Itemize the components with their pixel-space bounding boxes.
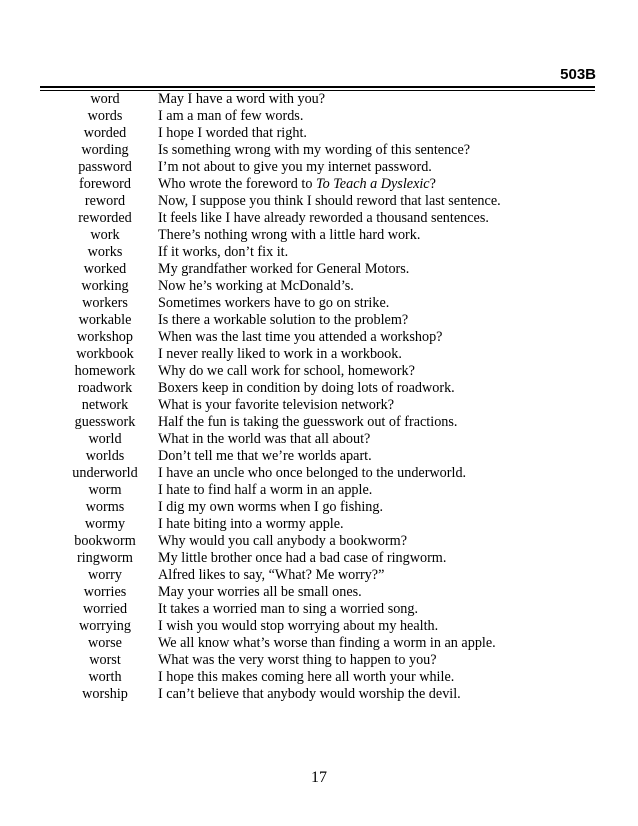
list-item — [0, 431, 638, 448]
list-item — [0, 397, 638, 414]
list-item — [0, 125, 638, 142]
vocabulary-word: worrying — [78, 618, 131, 634]
vocabulary-word: workbook — [76, 346, 134, 362]
example-sentence: Now, I suppose you think I should reword that last sentence. — [158, 193, 501, 209]
example-sentence: We all know what’s worse than finding a worm in an apple. — [158, 635, 496, 651]
vocabulary-word: worth — [88, 669, 122, 685]
vocabulary-word: network — [81, 397, 129, 413]
example-sentence: I am a man of few words. — [158, 108, 304, 124]
example-sentence: It takes a worried man to sing a worried song. — [158, 601, 419, 617]
example-sentence: I hate to find half a worm in an apple. — [158, 482, 373, 498]
page-code: 503B — [560, 66, 596, 83]
vocabulary-word: world — [88, 431, 122, 447]
page-number: 17 — [311, 769, 327, 786]
example-sentence: Alfred likes to say, “What? Me worry?” — [158, 567, 385, 583]
vocabulary-word: underworld — [72, 465, 138, 481]
vocabulary-word: worried — [82, 601, 128, 617]
example-sentence: Now he’s working at McDonald’s. — [158, 278, 354, 294]
vocabulary-word: workshop — [77, 329, 133, 345]
vocabulary-word: wormy — [84, 516, 126, 532]
example-sentence: Half the fun is taking the guesswork out of fractions. — [158, 414, 458, 430]
vocabulary-word: reword — [84, 193, 126, 209]
list-item — [0, 91, 638, 108]
list-item — [0, 686, 638, 703]
vocabulary-word: reworded — [78, 210, 132, 226]
vocabulary-word: words — [87, 108, 123, 124]
list-item — [0, 448, 638, 465]
example-sentence: My grandfather worked for General Motors. — [158, 261, 410, 277]
example-sentence: If it works, don’t fix it. — [158, 244, 289, 260]
example-sentence: What was the very worst thing to happen to you? — [158, 652, 437, 668]
vocabulary-word: guesswork — [74, 414, 136, 430]
vocabulary-word: worlds — [85, 448, 125, 464]
example-sentence: My little brother once had a bad case of ringworm. — [158, 550, 447, 566]
vocabulary-word: worded — [83, 125, 127, 141]
list-item — [0, 210, 638, 227]
list-item — [0, 176, 638, 193]
list-item — [0, 295, 638, 312]
example-sentence: I dig my own worms when I go fishing. — [158, 499, 384, 515]
list-item — [0, 414, 638, 431]
book-title: To Teach a Dyslexic — [315, 176, 430, 192]
example-sentence: Why would you call anybody a bookworm? — [158, 533, 408, 549]
vocabulary-word: worked — [83, 261, 127, 277]
list-item — [0, 159, 638, 176]
list-item — [0, 329, 638, 346]
list-item — [0, 601, 638, 618]
list-item — [0, 346, 638, 363]
vocabulary-word: password — [78, 159, 132, 175]
example-sentence: Sometimes workers have to go on strike. — [158, 295, 390, 311]
example-sentence: When was the last time you attended a workshop? — [158, 329, 443, 345]
example-sentence: There’s nothing wrong with a little hard work. — [158, 227, 421, 243]
vocabulary-word: worse — [88, 635, 122, 651]
vocabulary-word: works — [87, 244, 123, 260]
list-item — [0, 193, 638, 210]
list-item — [0, 312, 638, 329]
sentence-text: ? — [429, 176, 436, 192]
list-item — [0, 465, 638, 482]
vocabulary-word: ringworm — [77, 550, 133, 566]
example-sentence: I wish you would stop worrying about my health. — [158, 618, 439, 634]
vocabulary-word: workers — [82, 295, 128, 311]
list-item — [0, 227, 638, 244]
example-sentence: I hope this makes coming here all worth your while. — [158, 669, 455, 685]
vocabulary-word: bookworm — [74, 533, 136, 549]
list-item — [0, 499, 638, 516]
list-item — [0, 567, 638, 584]
vocabulary-word: worries — [83, 584, 127, 600]
example-sentence: I can’t believe that anybody would worship the devil. — [158, 686, 461, 702]
example-sentence: Don’t tell me that we’re worlds apart. — [158, 448, 372, 464]
list-item — [0, 550, 638, 567]
list-item — [0, 584, 638, 601]
vocabulary-word: roadwork — [77, 380, 133, 396]
example-sentence — [158, 176, 436, 193]
example-sentence: May I have a word with you? — [158, 91, 326, 107]
example-sentence: Is there a workable solution to the problem? — [158, 312, 409, 328]
list-item — [0, 635, 638, 652]
list-item — [0, 618, 638, 635]
vocabulary-word: worship — [82, 686, 128, 702]
vocabulary-word: working — [81, 278, 129, 294]
example-sentence: May your worries all be small ones. — [158, 584, 362, 600]
example-sentence: I have an uncle who once belonged to the underworld. — [158, 465, 467, 481]
example-sentence: What in the world was that all about? — [158, 431, 371, 447]
example-sentence: Is something wrong with my wording of this sentence? — [158, 142, 471, 158]
example-sentence: Why do we call work for school, homework? — [158, 363, 415, 379]
sentence-text: Who wrote the foreword to — [158, 176, 316, 192]
vocabulary-word: word — [90, 91, 120, 107]
example-sentence: I’m not about to give you my internet password. — [158, 159, 432, 175]
list-item — [0, 244, 638, 261]
vocabulary-word: wording — [81, 142, 129, 158]
example-sentence: I hope I worded that right. — [158, 125, 307, 141]
list-item — [0, 380, 638, 397]
vocabulary-word: workable — [78, 312, 132, 328]
list-item — [0, 142, 638, 159]
vocabulary-word: worms — [85, 499, 125, 515]
vocabulary-word: worry — [88, 567, 122, 583]
vocabulary-word: foreword — [79, 176, 131, 192]
vocabulary-word: work — [90, 227, 120, 243]
list-item — [0, 652, 638, 669]
example-sentence: Boxers keep in condition by doing lots of roadwork. — [158, 380, 455, 396]
example-sentence: What is your favorite television network? — [158, 397, 394, 413]
list-item — [0, 669, 638, 686]
list-item — [0, 261, 638, 278]
list-item — [0, 278, 638, 295]
vocabulary-word: worst — [89, 652, 121, 668]
vocabulary-word: homework — [74, 363, 136, 379]
vocabulary-word: worm — [88, 482, 122, 498]
example-sentence: I hate biting into a wormy apple. — [158, 516, 344, 532]
list-item — [0, 108, 638, 125]
list-item — [0, 533, 638, 550]
list-item — [0, 363, 638, 380]
list-item — [0, 516, 638, 533]
list-item — [0, 482, 638, 499]
example-sentence: It feels like I have already reworded a thousand sentences. — [158, 210, 489, 226]
example-sentence: I never really liked to work in a workbook. — [158, 346, 402, 362]
word-sentence-list — [0, 91, 638, 703]
